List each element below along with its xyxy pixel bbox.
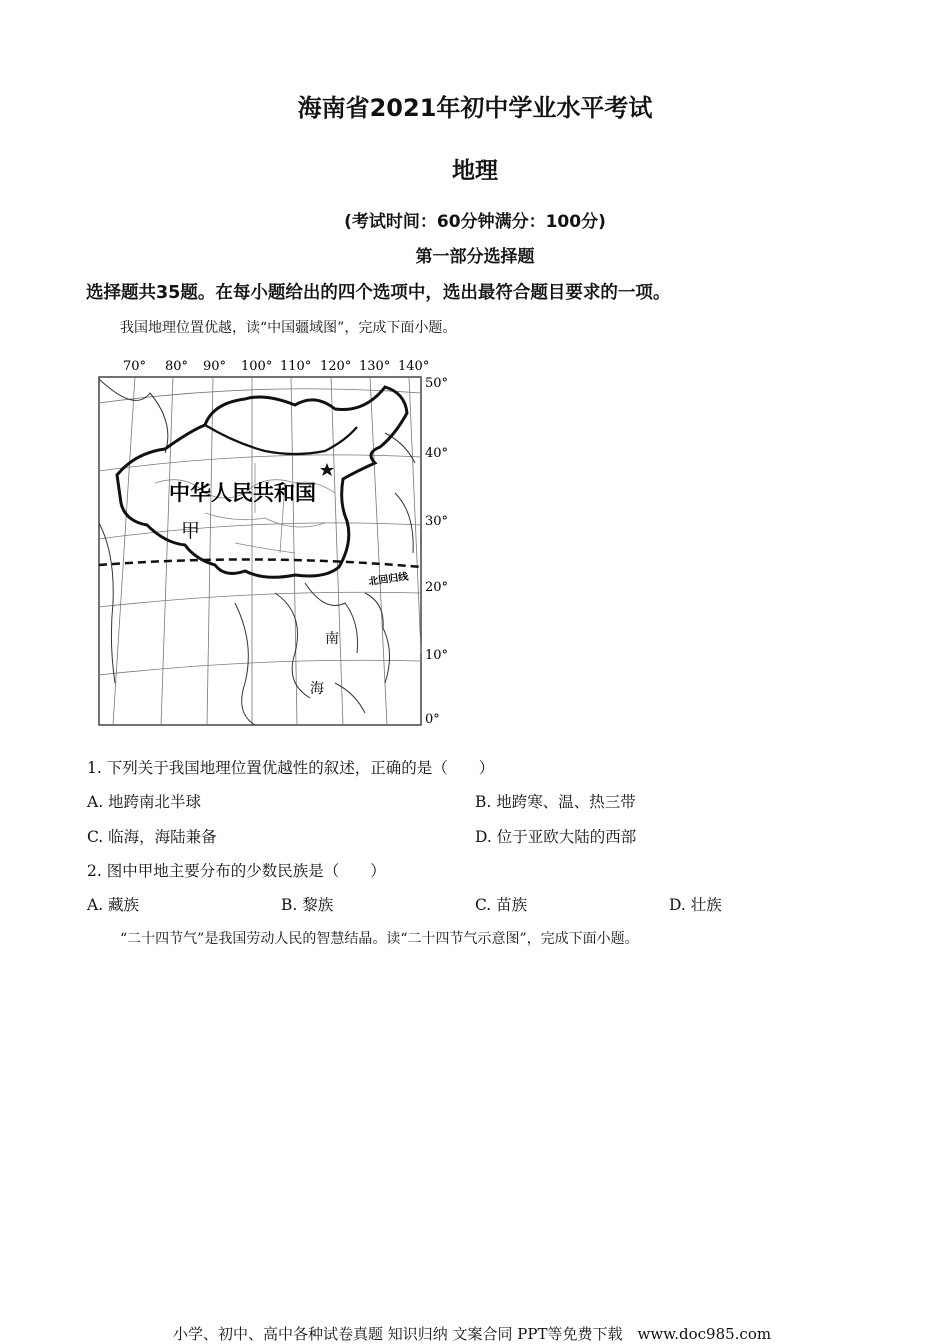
exam-title: 海南省2021年初中学业水平考试 <box>297 94 653 122</box>
intro-text-solar-terms: “二十四节气”是我国劳动人民的智慧结晶。读“二十四节气示意图”，完成下面小题。 <box>120 931 639 947</box>
lon-label: 70° <box>123 359 147 374</box>
lon-label: 130° <box>359 359 391 374</box>
question-1-option-a[interactable]: A. 地跨南北半球 <box>87 793 202 811</box>
sea-label-hai: 海 <box>310 681 324 697</box>
tropic-label: 北回归线 <box>367 571 410 588</box>
footer-watermark: 小学、初中、高中各种试卷真题 知识归纳 文案合同 PPT等免费下载 www.doc985.com <box>173 1325 772 1343</box>
part-title: 第一部分选择题 <box>415 247 535 267</box>
question-2-stem: 2. 图中甲地主要分布的少数民族是（ ） <box>87 862 386 880</box>
subject-title: 地理 <box>452 158 498 184</box>
sea-label-nan: 南 <box>325 631 339 647</box>
lat-label: 10° <box>425 648 449 663</box>
lat-label: 40° <box>425 446 449 461</box>
lon-label: 90° <box>203 359 227 374</box>
question-1-option-d[interactable]: D. 位于亚欧大陆的西部 <box>475 828 637 846</box>
china-territory-map <box>95 353 455 731</box>
intro-text-map: 我国地理位置优越，读“中国疆域图”，完成下面小题。 <box>120 320 457 336</box>
question-1-stem: 1. 下列关于我国地理位置优越性的叙述，正确的是（ ） <box>87 759 495 777</box>
question-2-option-d[interactable]: D. 壮族 <box>669 896 722 914</box>
region-label-jia: 甲 <box>181 520 201 542</box>
question-1-option-c[interactable]: C. 临海，海陆兼备 <box>87 828 217 846</box>
lon-label: 140° <box>398 359 430 374</box>
lat-label: 50° <box>425 376 449 391</box>
lat-label: 0° <box>425 712 440 727</box>
section-instruction: 选择题共35题。在每小题给出的四个选项中，选出最符合题目要求的一项。 <box>86 283 671 303</box>
lon-label: 100° <box>241 359 273 374</box>
question-2-option-b[interactable]: B. 黎族 <box>281 896 334 914</box>
lon-label: 120° <box>320 359 352 374</box>
question-2-option-c[interactable]: C. 苗族 <box>475 896 528 914</box>
question-1-option-b[interactable]: B. 地跨寒、温、热三带 <box>475 793 636 811</box>
country-label: 中华人民共和国 <box>169 481 316 505</box>
question-2-option-a[interactable]: A. 藏族 <box>87 896 140 914</box>
lat-label: 30° <box>425 514 449 529</box>
lon-label: 110° <box>280 359 312 374</box>
exam-info: (考试时间：60分钟满分：100分) <box>344 212 606 232</box>
lon-label: 80° <box>165 359 189 374</box>
lat-label: 20° <box>425 580 449 595</box>
